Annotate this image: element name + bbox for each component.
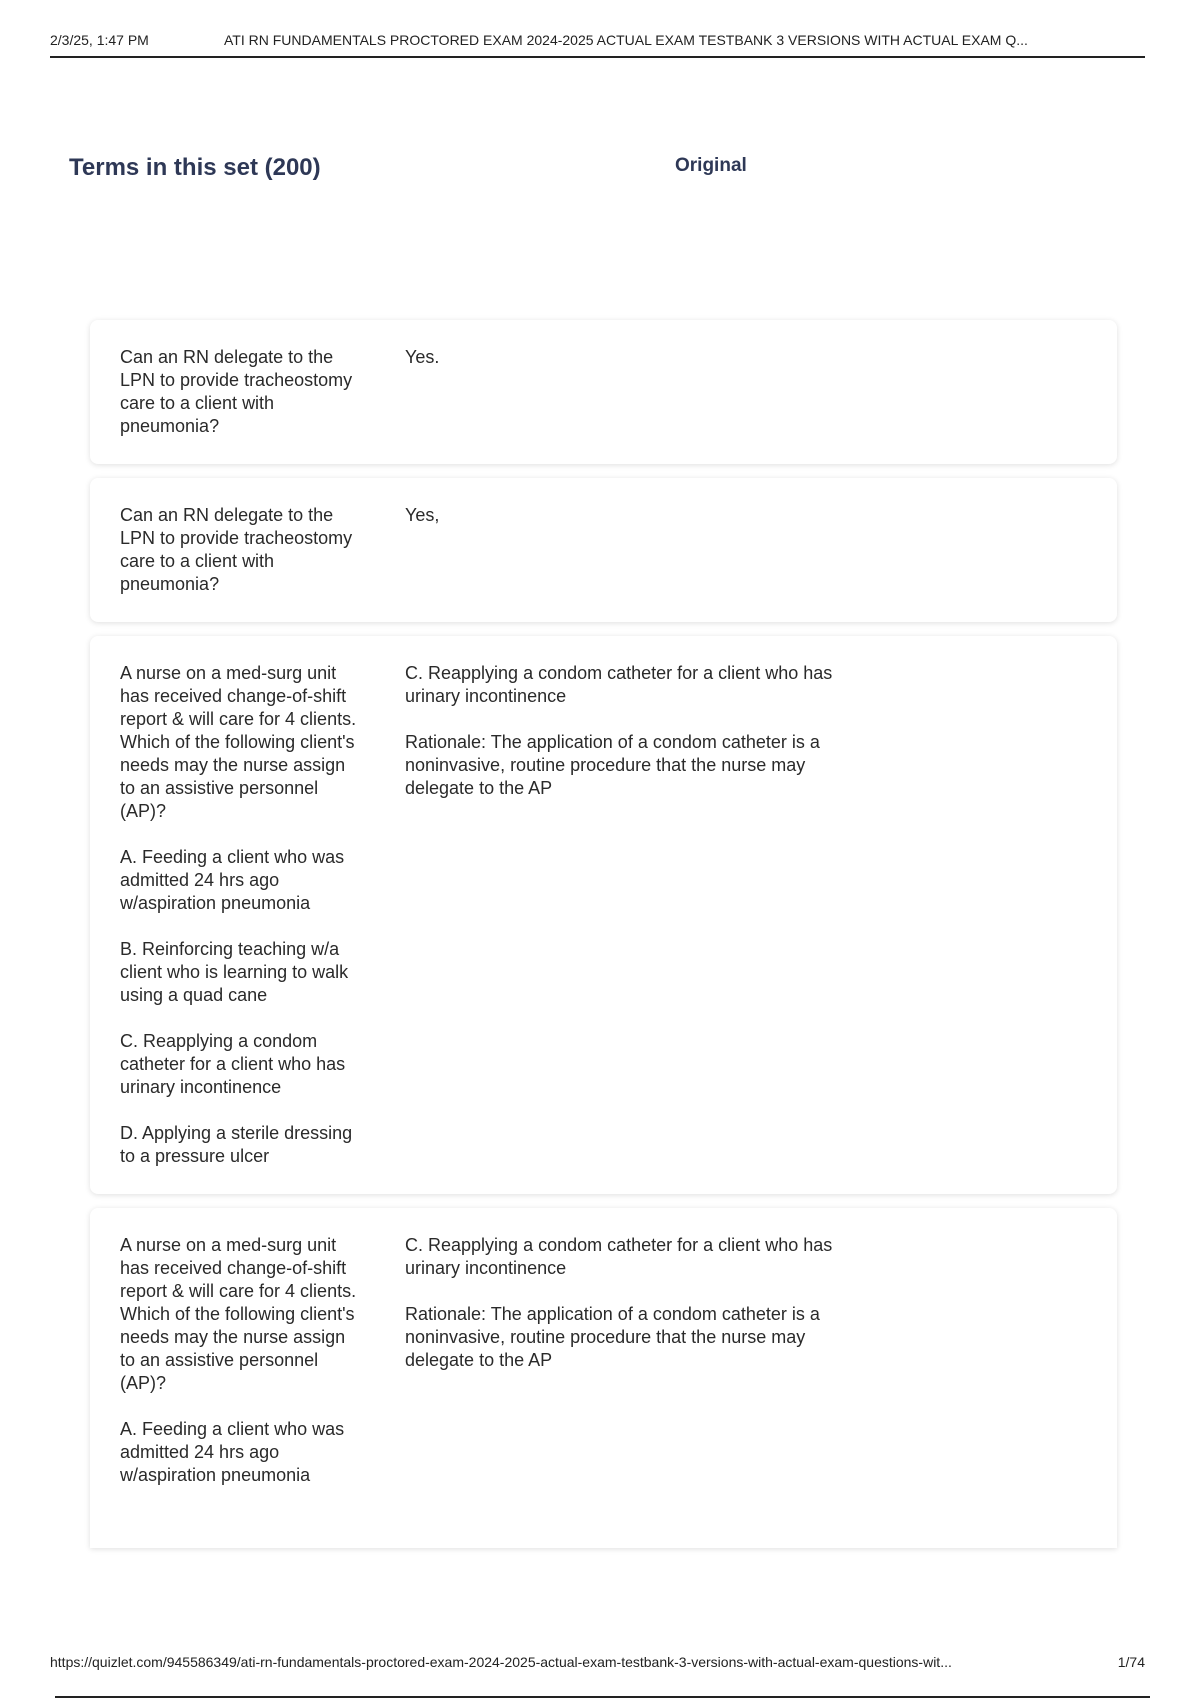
term-card bbox=[90, 1208, 1117, 1548]
term-text: Can an RN delegate to the LPN to provide tracheostomy care to a client with pneumonia? bbox=[120, 505, 353, 594]
terms-count-heading: Terms in this set (200) bbox=[69, 154, 321, 181]
definition-text: Yes, bbox=[405, 505, 440, 525]
definition-text: C. Reapplying a condom catheter for a client who has urinary incontinence Rationale: The application of a condom catheter is a noninvasive, routine procedure that the nurse may delegate to the AP bbox=[405, 663, 833, 798]
term-card bbox=[90, 636, 1117, 1194]
definition-text: C. Reapplying a condom catheter for a client who has urinary incontinence Rationale: The application of a condom catheter is a noninvasive, routine procedure that the nurse may delegate to the AP bbox=[405, 1235, 833, 1370]
footer-divider bbox=[55, 1696, 1150, 1698]
set-header bbox=[69, 150, 1119, 190]
print-footer bbox=[50, 1652, 1155, 1692]
print-date: 2/3/25, 1:47 PM bbox=[50, 32, 149, 48]
term-list bbox=[90, 320, 1117, 1548]
term-text: A nurse on a med-surg unit has received change-of-shift report & will care for 4 clients. Which of the following client's needs may the nurse assign to an assistive personnel (AP)? A. Feeding a client who was admitted 24 hrs ago w/aspiration pneumonia bbox=[120, 1235, 357, 1485]
print-page-url: https://quizlet.com/945586349/ati-rn-fundamentals-proctored-exam-2024-2025-actual-exam-testbank-3-versions-with-actual-exam-questions-wit... bbox=[50, 1654, 952, 1670]
term-card bbox=[90, 478, 1117, 622]
print-header bbox=[50, 30, 1145, 58]
print-page-number: 1/74 bbox=[1117, 1654, 1145, 1670]
term-text: Can an RN delegate to the LPN to provide tracheostomy care to a client with pneumonia? bbox=[120, 347, 353, 436]
definition-text: Yes. bbox=[405, 347, 440, 367]
term-card bbox=[90, 320, 1117, 464]
original-sort-label[interactable]: Original bbox=[675, 155, 747, 176]
print-document-title: ATI RN FUNDAMENTALS PROCTORED EXAM 2024-2025 ACTUAL EXAM TESTBANK 3 VERSIONS WITH ACTUAL EXAM Q... bbox=[224, 32, 1028, 48]
term-text: A nurse on a med-surg unit has received change-of-shift report & will care for 4 clients. Which of the following client's needs may the nurse assign to an assistive personnel (AP)? A. Feeding a client who was admitted 24 hrs ago w/aspiration pneumonia B. Reinforcing teaching w/a client who is learning to walk using a quad cane C. Reapplying a condom catheter for a client who has urinary incontinence D. Applying a sterile dressing to a pressure ulcer bbox=[120, 663, 357, 1166]
